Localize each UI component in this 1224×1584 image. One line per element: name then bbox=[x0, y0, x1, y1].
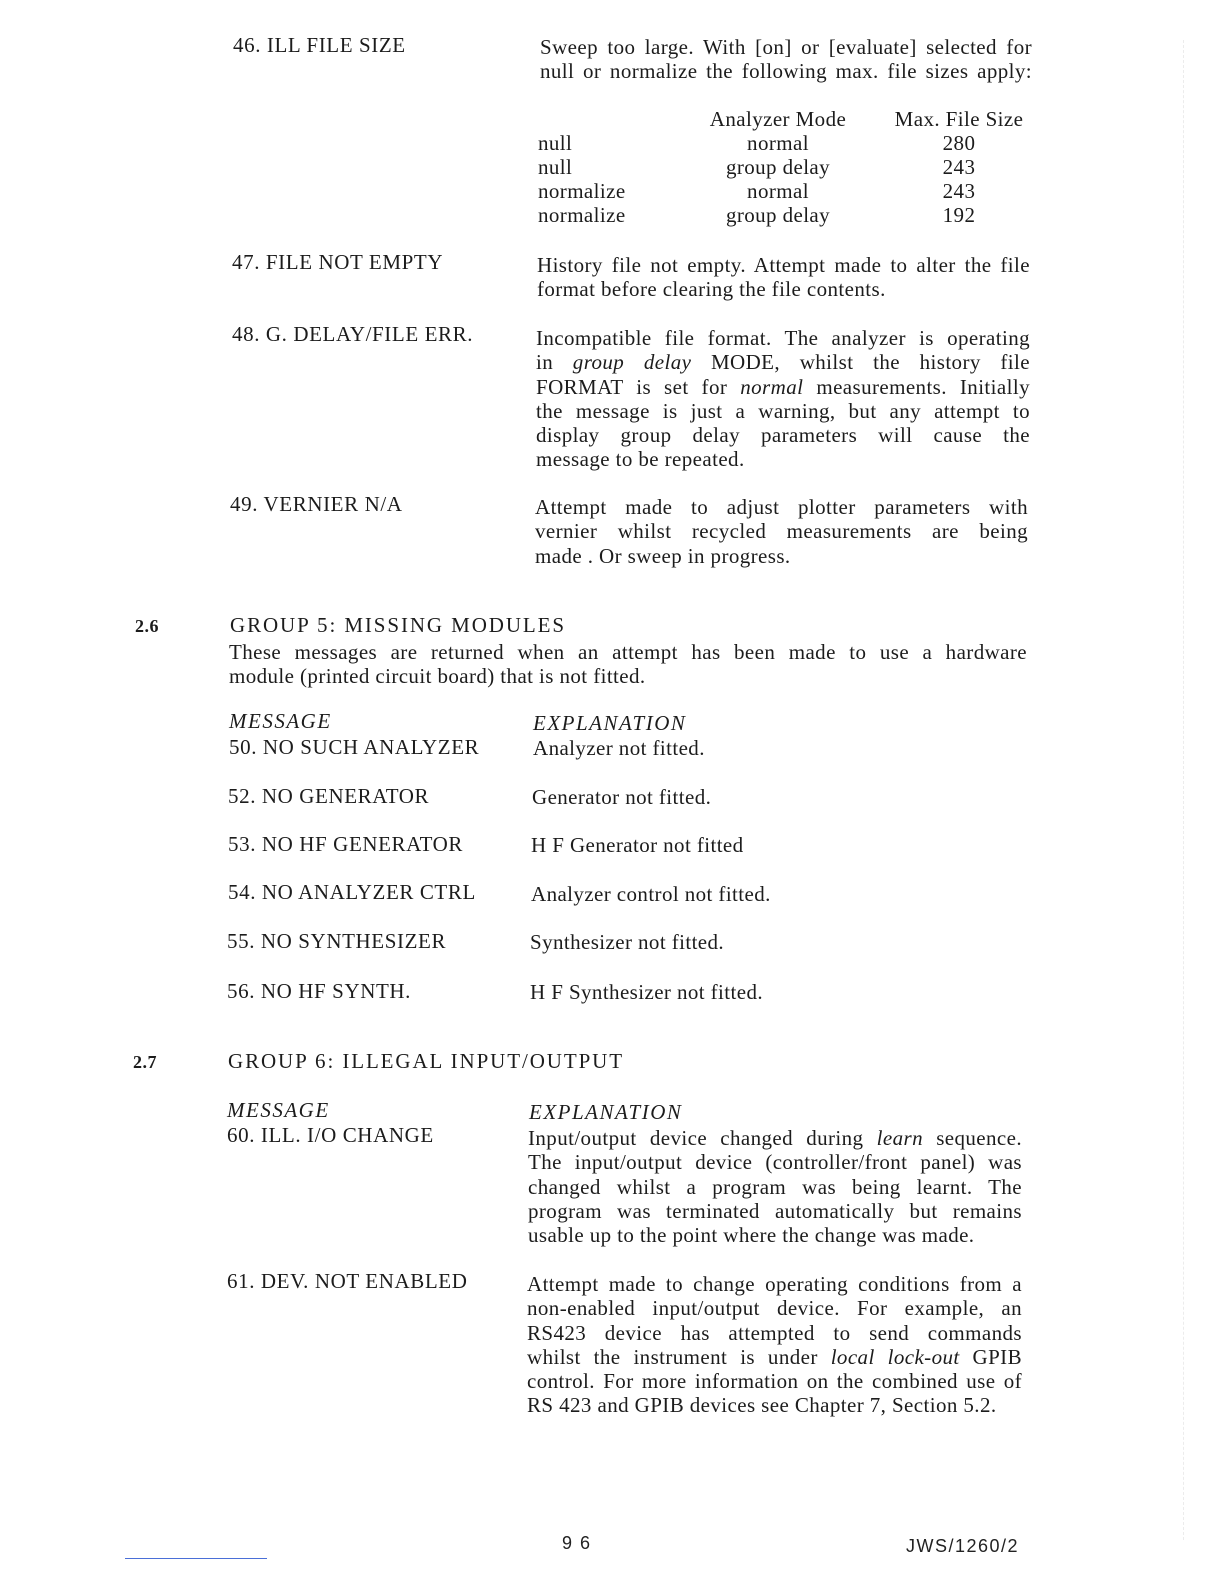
text-line bbox=[527, 1345, 1022, 1369]
text-run: sequence. bbox=[922, 1126, 1022, 1150]
text-run: the message is just a warning, but any attempt to bbox=[536, 398, 1030, 423]
scan-margin-artifact bbox=[1183, 40, 1184, 1540]
text-run: Input/output device changed during bbox=[528, 1126, 877, 1150]
text-line bbox=[527, 1272, 1022, 1296]
text-run: non-enabled input/output device. For example, an bbox=[527, 1296, 1022, 1321]
text-run: changed whilst a program was being learnt. The bbox=[528, 1174, 1022, 1199]
explanation-52: Generator not fitted. bbox=[532, 785, 712, 809]
text-line bbox=[528, 1223, 1022, 1247]
text-line bbox=[229, 640, 1027, 664]
text-run: The input/output device (controller/front panel) was bbox=[528, 1150, 1022, 1175]
explanation-48 bbox=[536, 326, 1030, 472]
text-line bbox=[536, 399, 1030, 423]
text-run: message to be repeated. bbox=[536, 447, 745, 472]
table-cell-size: 243 bbox=[942, 155, 976, 179]
text-line bbox=[527, 1393, 1022, 1417]
section-number-2-6: 2.6 bbox=[135, 616, 159, 636]
table-cell-mode: normal bbox=[747, 179, 809, 203]
text-line bbox=[536, 375, 1030, 399]
explanation-61 bbox=[527, 1272, 1022, 1418]
table-cell-function: normalize bbox=[538, 179, 626, 203]
table-cell-mode: group delay bbox=[725, 203, 831, 227]
table-cell-size: 192 bbox=[942, 203, 976, 227]
emphasis-text: local lock-out bbox=[830, 1344, 960, 1369]
table-cell-mode: group delay bbox=[725, 155, 831, 179]
column-header-message: MESSAGE bbox=[229, 709, 332, 733]
page-number: 9 6 bbox=[562, 1533, 592, 1553]
text-line bbox=[528, 1175, 1022, 1199]
message-label-50: 50. NO SUCH ANALYZER bbox=[229, 735, 480, 759]
column-header-explanation: EXPLANATION bbox=[533, 711, 687, 735]
message-label-46: 46. ILL FILE SIZE bbox=[233, 33, 406, 57]
text-run: RS423 device has attempted to send commands bbox=[527, 1320, 1022, 1345]
text-run: FORMAT is set for bbox=[536, 374, 741, 399]
text-line bbox=[536, 447, 1030, 471]
table-header-max-file-size: Max. File Size bbox=[894, 107, 1024, 131]
text-line bbox=[527, 1296, 1022, 1320]
message-label-49: 49. VERNIER N/A bbox=[230, 492, 403, 516]
text-run: RS 423 and GPIB devices see Chapter 7, Section 5.2. bbox=[527, 1393, 997, 1418]
message-label-54: 54. NO ANALYZER CTRL bbox=[228, 880, 476, 904]
text-run: vernier whilst recycled measurements are being bbox=[535, 519, 1028, 544]
text-run: made . Or sweep in progress. bbox=[535, 543, 791, 568]
explanation-49 bbox=[535, 495, 1028, 568]
text-run: in bbox=[536, 350, 573, 375]
section-number-2-7: 2.7 bbox=[133, 1052, 157, 1072]
text-run: control. For more information on the combined use of bbox=[527, 1369, 1022, 1394]
group-5-intro bbox=[229, 640, 1027, 689]
explanation-54: Analyzer control not fitted. bbox=[531, 882, 771, 906]
text-run: MODE, whilst the history file bbox=[691, 350, 1030, 375]
text-run: Sweep too large. With [on] or [evaluate] selected for bbox=[540, 35, 1032, 59]
text-line bbox=[540, 59, 1032, 83]
emphasis-text: learn bbox=[876, 1126, 923, 1150]
text-run: usable up to the point where the change was made. bbox=[528, 1223, 975, 1248]
text-run: module (printed circuit board) that is not fitted. bbox=[229, 664, 646, 689]
section-heading-group-5: GROUP 5: MISSING MODULES bbox=[230, 613, 566, 637]
explanation-47 bbox=[537, 253, 1030, 302]
text-line bbox=[535, 519, 1028, 543]
text-run: Attempt made to adjust plotter parameters with bbox=[535, 495, 1028, 519]
text-run: Attempt made to change operating conditions from a bbox=[527, 1272, 1022, 1296]
table-header-analyzer-mode: Analyzer Mode bbox=[709, 107, 847, 131]
text-line bbox=[527, 1321, 1022, 1345]
text-run: null or normalize the following max. file sizes apply: bbox=[540, 59, 1032, 84]
message-label-56: 56. NO HF SYNTH. bbox=[227, 979, 412, 1003]
text-run: History file not empty. Attempt made to alter the file bbox=[537, 253, 1030, 277]
text-run: display group delay parameters will cause the bbox=[536, 423, 1030, 448]
text-line bbox=[527, 1369, 1022, 1393]
text-run: measurements. Initially bbox=[803, 374, 1030, 399]
text-line bbox=[528, 1126, 1022, 1150]
message-label-48: 48. G. DELAY/FILE ERR. bbox=[232, 322, 474, 346]
text-line bbox=[536, 350, 1030, 374]
text-line bbox=[537, 277, 1030, 301]
explanation-50: Analyzer not fitted. bbox=[533, 736, 705, 760]
column-header-explanation: EXPLANATION bbox=[529, 1100, 683, 1124]
emphasis-text: normal bbox=[740, 374, 804, 399]
text-run: whilst the instrument is under bbox=[527, 1344, 831, 1369]
explanation-46 bbox=[540, 35, 1032, 84]
text-run: format before clearing the file contents. bbox=[537, 277, 886, 302]
text-line bbox=[528, 1150, 1022, 1174]
text-line bbox=[536, 326, 1030, 350]
table-cell-size: 280 bbox=[942, 131, 976, 155]
text-line bbox=[528, 1199, 1022, 1223]
text-line bbox=[535, 544, 1028, 568]
message-label-52: 52. NO GENERATOR bbox=[228, 784, 430, 808]
message-label-60: 60. ILL. I/O CHANGE bbox=[227, 1123, 434, 1147]
text-line bbox=[536, 423, 1030, 447]
message-label-53: 53. NO HF GENERATOR bbox=[228, 832, 464, 856]
table-cell-size: 243 bbox=[942, 179, 976, 203]
message-label-55: 55. NO SYNTHESIZER bbox=[227, 929, 447, 953]
text-run: Incompatible file format. The analyzer is operating bbox=[536, 326, 1030, 350]
explanation-60 bbox=[528, 1126, 1022, 1247]
text-line bbox=[229, 664, 1027, 688]
emphasis-text: group delay bbox=[572, 350, 692, 375]
footer-rule bbox=[125, 1558, 267, 1559]
table-cell-function: null bbox=[538, 155, 573, 179]
text-run: These messages are returned when an attempt has been made to use a hardware bbox=[229, 640, 1027, 664]
message-label-47: 47. FILE NOT EMPTY bbox=[232, 250, 444, 274]
explanation-55: Synthesizer not fitted. bbox=[530, 930, 725, 954]
table-cell-function: normalize bbox=[538, 203, 626, 227]
table-cell-mode: normal bbox=[747, 131, 809, 155]
text-line bbox=[535, 495, 1028, 519]
message-label-61: 61. DEV. NOT ENABLED bbox=[227, 1269, 468, 1293]
explanation-53: H F Generator not fitted bbox=[531, 833, 744, 857]
text-run: GPIB bbox=[959, 1344, 1022, 1369]
table-cell-function: null bbox=[538, 131, 573, 155]
column-header-message: MESSAGE bbox=[227, 1098, 330, 1122]
section-heading-group-6: GROUP 6: ILLEGAL INPUT/OUTPUT bbox=[228, 1049, 624, 1073]
explanation-56: H F Synthesizer not fitted. bbox=[530, 980, 764, 1004]
text-line bbox=[540, 35, 1032, 59]
document-reference: JWS/1260/2 bbox=[906, 1536, 1020, 1556]
text-line bbox=[537, 253, 1030, 277]
text-run: program was terminated automatically but remains bbox=[528, 1198, 1022, 1223]
